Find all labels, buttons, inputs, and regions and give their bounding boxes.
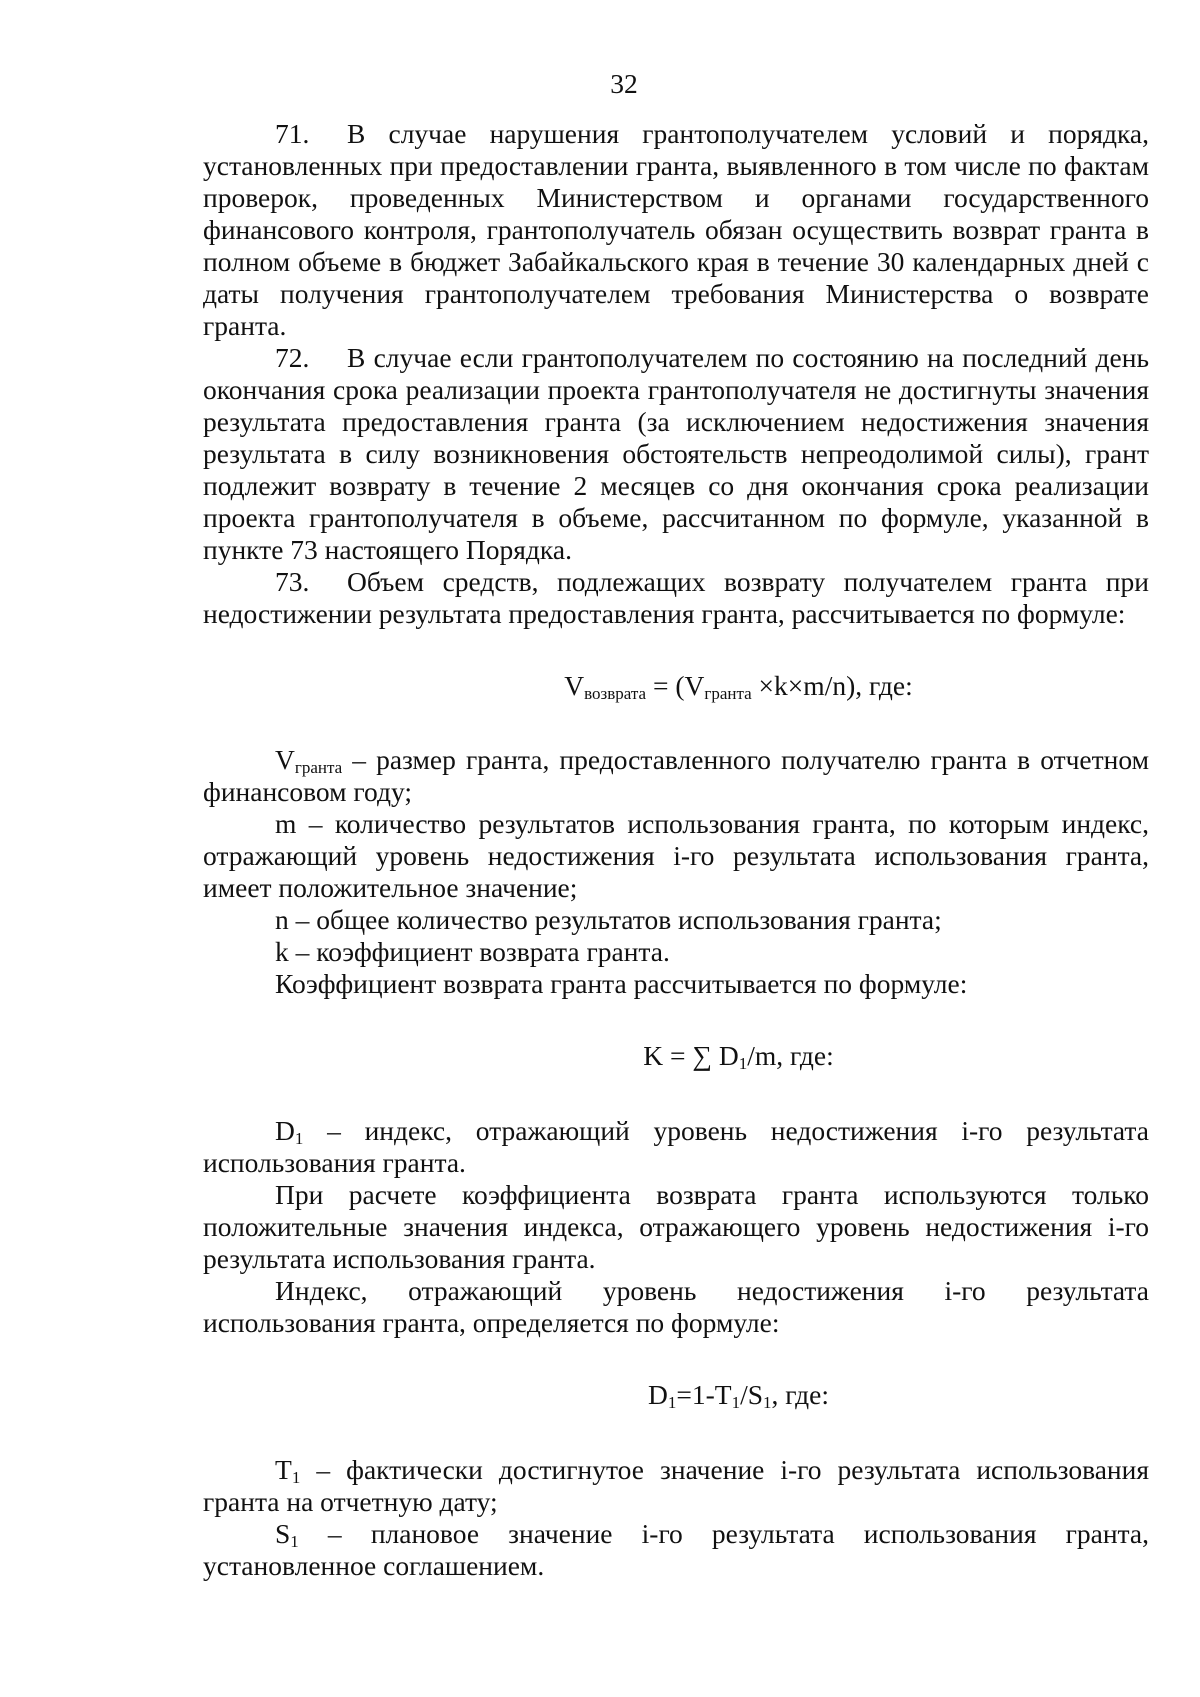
index-intro: Индекс, отражающий уровень недостижения i-го результата использования гранта, определяется по формуле: bbox=[203, 1275, 1149, 1338]
definition-t1: $T_1$ – фактически достигнутое значение i-го результата использования гранта на отчетную дату; bbox=[203, 1454, 1149, 1517]
definition-n: n – общее количество результатов использования гранта; bbox=[275, 904, 942, 935]
paragraph-73 bbox=[203, 566, 1149, 630]
definition-d1: $D_1$ – индекс, отражающий уровень недостижения i-го результата использования гранта. bbox=[203, 1115, 1149, 1178]
definition-m: m – количество результатов использования гранта, по которым индекс, отражающий уровень недостижения i-го результата использования гранта, имеет положительное значение; bbox=[203, 808, 1149, 903]
definition-s1: $S_1$ – плановое значение i-го результата использования гранта, установленное соглашением. bbox=[203, 1518, 1149, 1581]
paragraph-72 bbox=[203, 342, 1149, 566]
paragraph-text: В случае если грантополучателем по состоянию на последний день окончания срока реализации проекта грантополучателя не достигнуты значения результата предоставления гранта (за исключением недостижения значения результата в силу возникновения обстоятельств непреодолимой силы), грант подлежит возврату в течение 2 месяцев со дня окончания срока реализации проекта грантополучателя в объеме, рассчитанном по формуле, указанной в пункте 73 настоящего Порядка. bbox=[203, 342, 1149, 565]
formula-coefficient: K = ∑ $D_1/m$, где: bbox=[643, 1040, 834, 1073]
note-positive-values: При расчете коэффициента возврата гранта используются только положительные значения индекса, отражающего уровень недостижения i-го результата использования гранта. bbox=[203, 1179, 1149, 1274]
paragraph-number: 72. bbox=[275, 342, 310, 373]
formula-return-volume: $V_{возврата} = (V_{гранта} \times k\times m/n)$, где: bbox=[564, 670, 913, 703]
formula-index: $D_1=1-T_1/S_1$, где: bbox=[647, 1379, 830, 1412]
definition-v-granta: $V_{гранта}$ – размер гранта, предоставленного получателю гранта в отчетном финансовом году; bbox=[203, 744, 1149, 807]
definition-k: k – коэффициент возврата гранта. bbox=[275, 936, 670, 967]
paragraph-text: В случае нарушения грантополучателем условий и порядка, установленных при предоставлении гранта, выявленного в том числе по фактам проверок, проведенных Министерством и органами государственного финансового контроля, грантополучатель обязан осуществить возврат гранта в полном объеме в бюджет Забайкальского края в течение 30 календарных дней с даты получения грантополучателем требования Министерства о возврате гранта. bbox=[203, 118, 1149, 341]
coefficient-intro: Коэффициент возврата гранта рассчитывается по формуле: bbox=[275, 968, 968, 999]
paragraph-text: Объем средств, подлежащих возврату получателем гранта при недостижении результата предоставления гранта, рассчитывается по формуле: bbox=[203, 566, 1149, 629]
paragraph-number: 71. bbox=[275, 118, 310, 149]
document-body bbox=[203, 118, 1149, 1582]
paragraph-number: 73. bbox=[275, 566, 310, 597]
paragraph-71 bbox=[203, 118, 1149, 342]
page-number: 32 bbox=[610, 68, 638, 99]
